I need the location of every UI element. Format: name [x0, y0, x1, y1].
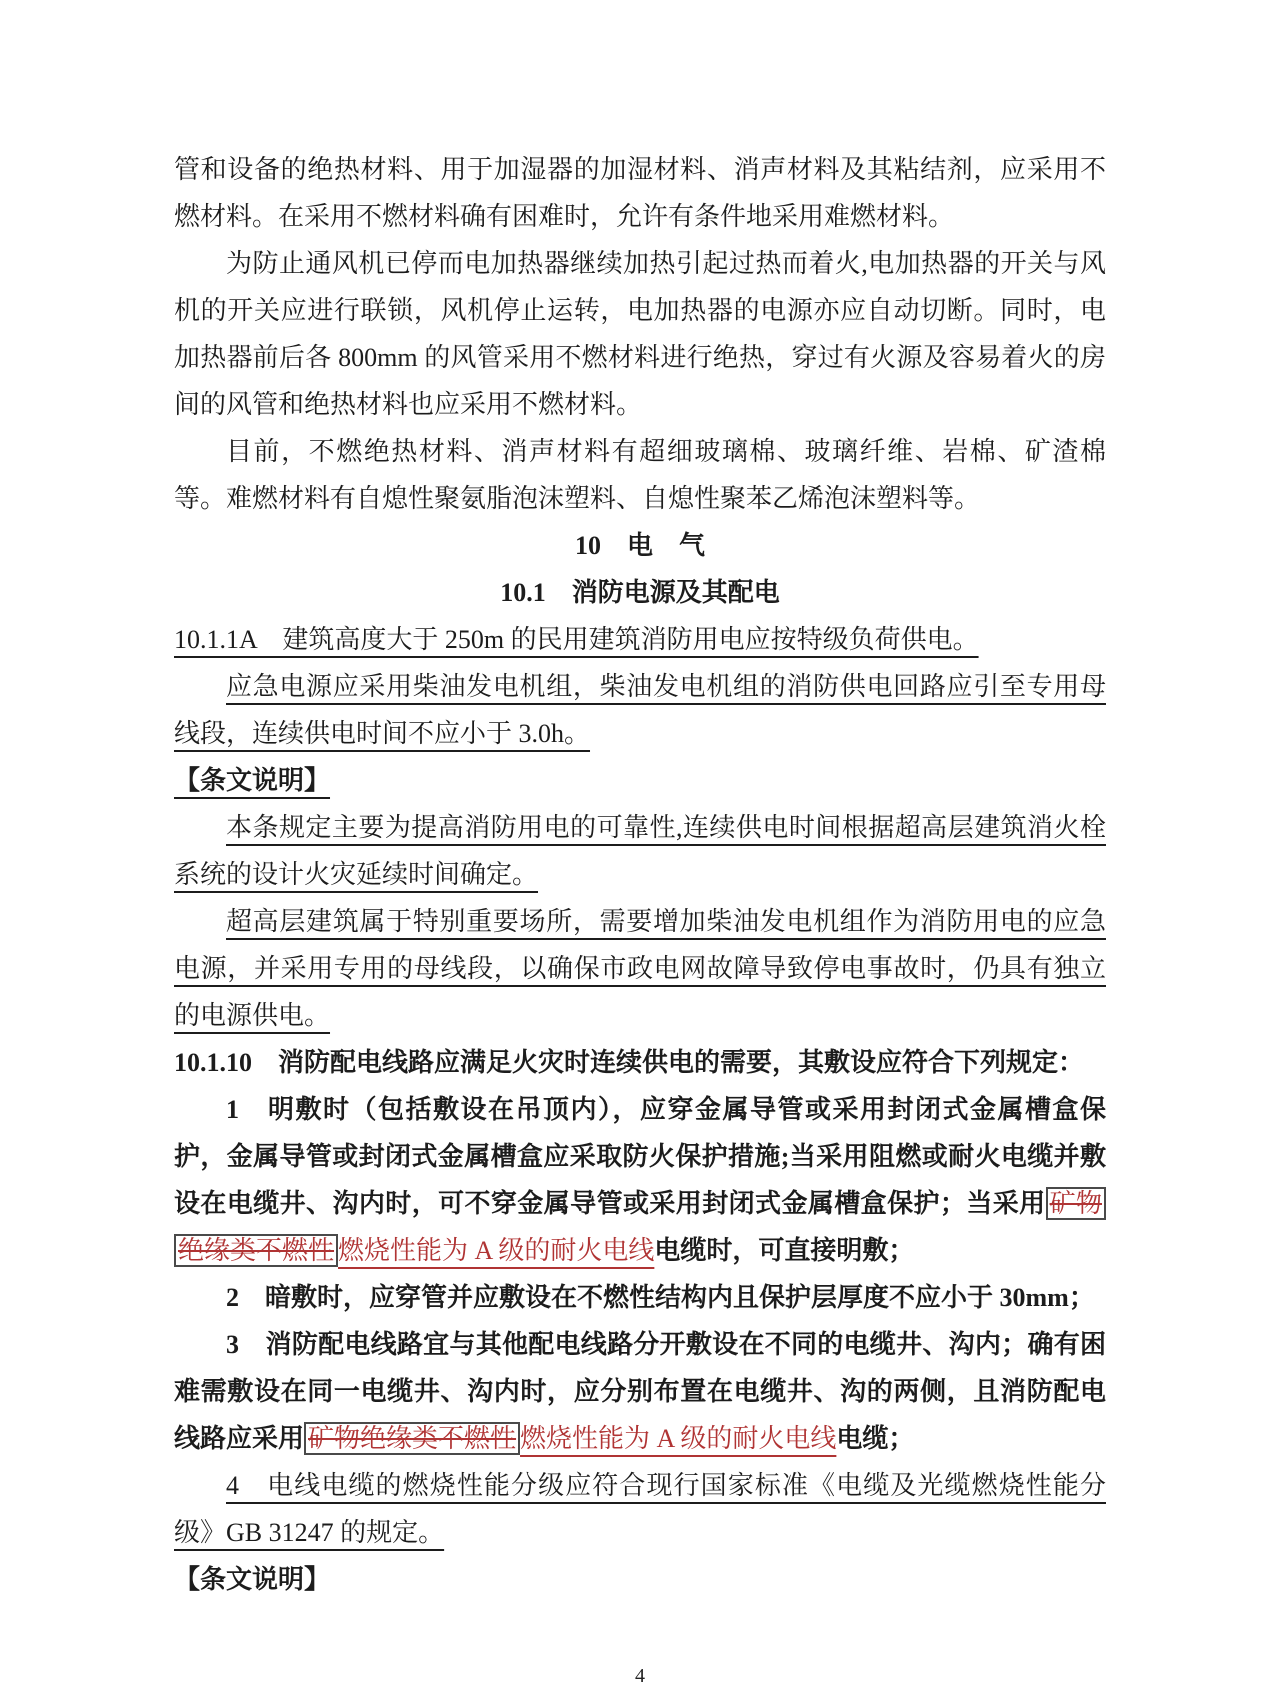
para-duct-insulation: [174, 146, 1106, 240]
para-note-superhighrise-segment-0: 超高层建筑属于特别重要场所，需要增加柴油发电机组作为消防用电的应急电源，并采用专用的母线段，以确保市政电网故障导致停电事故时，仍具有独立的电源供电。: [174, 907, 1106, 1030]
item-4-segment-0: 4 电线电缆的燃烧性能分级应符合现行国家标准《电缆及光缆燃烧性能分级》GB 31247 的规定。: [174, 1471, 1106, 1547]
item-1-segment-2: 燃烧性能为 A 级的耐火电线: [338, 1236, 655, 1265]
clause-10-1-1A: [174, 616, 1106, 663]
para-heater-interlock-segment-0: 为防止通风机已停而电加热器继续加热引起过热而着火,电加热器的开关与风机的开关应进行联锁，风机停止运转，电加热器的电源亦应自动切断。同时，电加热器前后各 800mm 的风管采用不燃材料进行绝热，穿过有火源及容易着火的房间的风管和绝热材料也应采用不燃材料。: [174, 249, 1106, 419]
para-emergency-power: [174, 663, 1106, 757]
section-heading: [174, 569, 1106, 616]
item-1-segment-0: 1 明敷时（包括敷设在吊顶内），应穿金属导管或采用封闭式金属槽盒保护，金属导管或封闭式金属槽盒应采取防火保护措施;当采用阻燃或耐火电缆并敷设在电缆井、沟内时，可不穿金属导管或采用封闭式金属槽盒保护；当采用: [174, 1095, 1106, 1218]
para-note-superhighrise: [174, 898, 1106, 1039]
document-body: [174, 146, 1106, 1603]
item-3-segment-2: 燃烧性能为 A 级的耐火电线: [520, 1424, 837, 1453]
item-1-segment-3: 电缆时，可直接明敷；: [654, 1236, 915, 1265]
para-note-reliability-segment-0: 本条规定主要为提高消防用电的可靠性,连续供电时间根据超高层建筑消火栓系统的设计火灾延续时间确定。: [174, 813, 1106, 889]
item-1-segment-1: 矿物绝缘类不燃性: [174, 1187, 1106, 1267]
clause-10-1-1A-segment-0: 10.1.1A 建筑高度大于 250m 的民用建筑消防用电应按特级负荷供电。: [174, 625, 979, 654]
para-heater-interlock: [174, 240, 1106, 428]
item-3: [174, 1321, 1106, 1462]
section-heading-segment-0: 10.1 消防电源及其配电: [500, 578, 780, 607]
para-note-reliability: [174, 804, 1106, 898]
label-clause-note-1: [174, 757, 1106, 804]
clause-10-1-10-segment-0: 10.1.10 消防配电线路应满足火灾时连续供电的需要，其敷设应符合下列规定：: [174, 1048, 1085, 1077]
item-3-segment-3: 电缆；: [836, 1424, 915, 1453]
label-clause-note-2-segment-0: 【条文说明】: [174, 1565, 331, 1594]
item-2: [174, 1274, 1106, 1321]
item-3-segment-1: 矿物绝缘类不燃性: [304, 1422, 520, 1455]
para-noncombustible-materials-segment-0: 目前，不燃绝热材料、消声材料有超细玻璃棉、玻璃纤维、岩棉、矿渣棉等。难燃材料有自熄性聚氨脂泡沫塑料、自熄性聚苯乙烯泡沫塑料等。: [174, 437, 1106, 513]
para-noncombustible-materials: [174, 428, 1106, 522]
item-2-segment-0: 2 暗敷时，应穿管并应敷设在不燃性结构内且保护层厚度不应小于 30mm；: [226, 1283, 1095, 1312]
item-3-segment-0: 3 消防配电线路宜与其他配电线路分开敷设在不同的电缆井、沟内；确有困难需敷设在同一电缆井、沟内时，应分别布置在电缆井、沟的两侧，且消防配电线路应采用: [174, 1330, 1106, 1453]
para-duct-insulation-segment-0: 管和设备的绝热材料、用于加湿器的加湿材料、消声材料及其粘结剂，应采用不燃材料。在采用不燃材料确有困难时，允许有条件地采用难燃材料。: [174, 155, 1106, 231]
item-4: [174, 1462, 1106, 1556]
label-clause-note-2: [174, 1556, 1106, 1603]
para-emergency-power-segment-0: 应急电源应采用柴油发电机组，柴油发电机组的消防供电回路应引至专用母线段，连续供电时间不应小于 3.0h。: [174, 672, 1106, 748]
item-1: [174, 1086, 1106, 1274]
clause-10-1-10: [174, 1039, 1106, 1086]
chapter-heading-segment-0: 10 电 气: [574, 531, 705, 560]
label-clause-note-1-segment-0: 【条文说明】: [174, 766, 331, 795]
page-number: 4: [635, 1665, 645, 1687]
chapter-heading: [174, 522, 1106, 569]
